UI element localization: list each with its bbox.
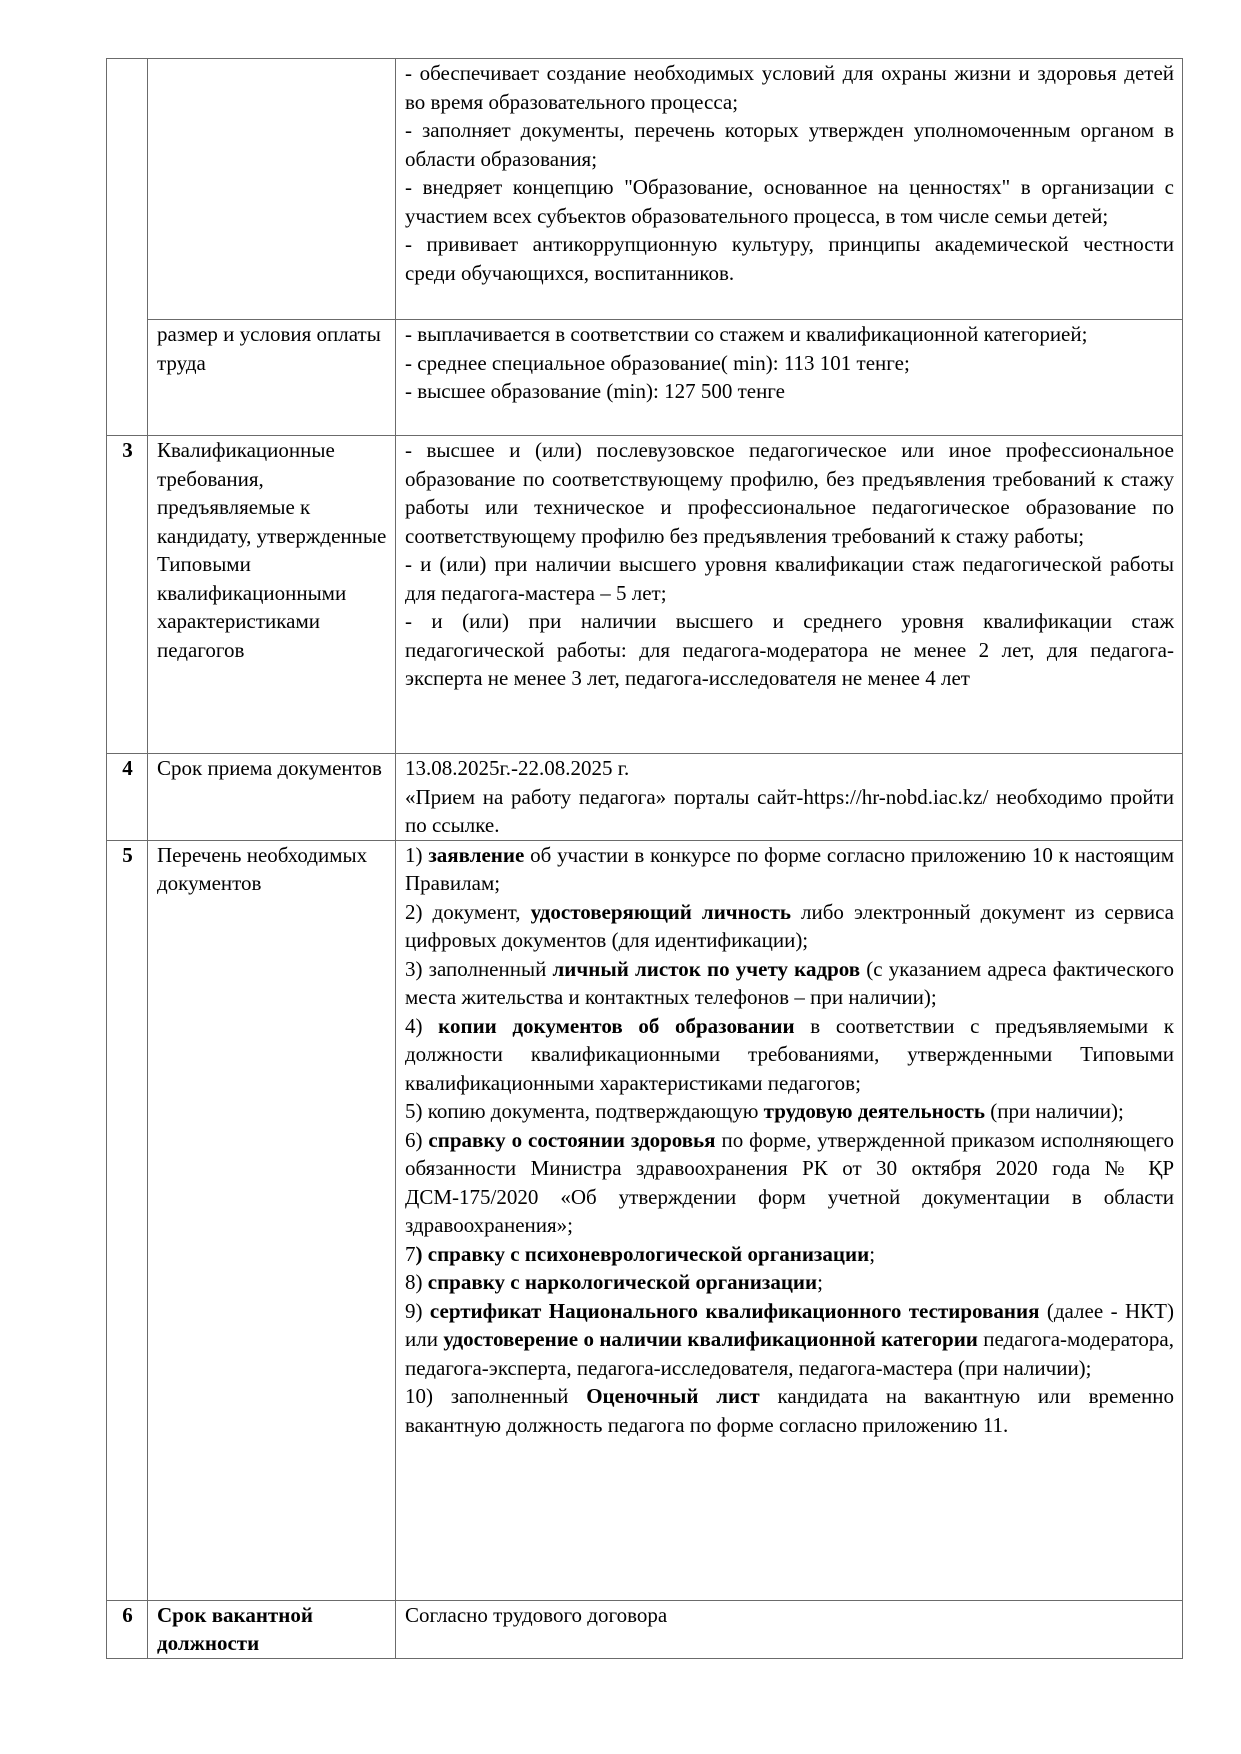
required-documents-cell [396,840,1183,1600]
submission-portal-link[interactable]: «Прием на работу педагога» порталы сайт-https://hr-nobd.iac.kz/ необходимо пройти по ссылке. [405,784,1174,837]
submission-period-cell [396,754,1183,841]
row-number: 3 [107,436,148,754]
qualification-cell [396,436,1183,754]
document-item: 2) документ, удостоверяющий личность либо электронный документ из сервиса цифровых документов (для идентификации); [405,899,1174,952]
row-number: 5 [107,840,148,1600]
table-row-submission-period [107,754,1183,841]
document-item: 10) заполненный Оценочный лист кандидата на вакантную или временно вакантную должность педагога по форме согласно приложению 11. [405,1384,1174,1437]
document-item: 5) копию документа, подтверждающую трудовую деятельность (при наличии); [405,1099,1124,1123]
document-item: 8) справку с наркологической организации; [405,1270,823,1294]
qualification-item: - и (или) при наличии высшего и среднего уровня квалификации стаж педагогической работы: для педагога-модератора не менее 2 лет, для педагога-эксперта не менее 3 лет, педагога-исследователя не менее 4 лет [405,609,1174,690]
document-item: 3) заполненный личный листок по учету кадров (с указанием адреса фактического места жительства и контактных телефонов – при наличии); [405,956,1174,1009]
document-item: 1) заявление об участии в конкурсе по форме согласно приложению 10 к настоящим Правилам; [405,842,1174,895]
salary-item: - выплачивается в соответствии со стажем и квалификационной категорией; [405,322,1088,346]
vacancy-term-label: Срок вакантной должности [148,1600,396,1658]
qualification-label: Квалификационные требования, предъявляемые к кандидату, утвержденные Типовыми квалификационными характеристиками педагогов [148,436,396,754]
row-number: 4 [107,754,148,841]
duty-item: - прививает антикоррупционную культуру, принципы академической честности среди обучающихся, воспитанников. [405,232,1174,285]
vacancy-term-value: Согласно трудового договора [396,1600,1183,1658]
document-item: 4) копии документов об образовании в соответствии с предъявляемыми к должности квалификационными требованиями, утвержденными Типовыми квалификационными характеристиками педагогов; [405,1013,1174,1095]
document-page [106,58,1182,1659]
row-label-cell [148,59,396,320]
duty-item: - внедряет концепцию "Образование, основанное на ценностях" в организации с участием всех субъектов образовательного процесса, в том числе семьи детей; [405,175,1174,228]
table-row-salary [107,320,1183,436]
duty-item: - обеспечивает создание необходимых условий для охраны жизни и здоровья детей во время образовательного процесса; [405,61,1174,114]
row-number: 6 [107,1600,148,1658]
table-row-required-documents [107,840,1183,1600]
salary-item: - высшее образование (min): 127 500 тенге [405,379,785,403]
submission-dates: 13.08.2025г.-22.08.2025 г. [405,756,630,780]
required-documents-label: Перечень необходимых документов [148,840,396,1600]
document-item: 7) справку с психоневрологической организации; [405,1241,876,1266]
document-item: 6) справку о состоянии здоровья по форме, утвержденной приказом исполняющего обязанности Министра здравоохранения РК от 30 октября 2020 года № ҚР ДСМ-175/2020 «Об утверждении форм учетной документации в области здравоохранения»; [405,1127,1174,1237]
qualification-item: - и (или) при наличии высшего уровня квалификации стаж педагогической работы для педагога-мастера – 5 лет; [405,552,1174,605]
table-row-vacancy-term [107,1600,1183,1658]
qualification-item: - высшее и (или) послевузовское педагогическое или иное профессиональное образование по соответствующему профилю, без предъявления требований к стажу работы или техническое и профессиональное педагогическое образование по соответствующему профилю без предъявления требований к стажу работы; [405,438,1174,548]
duty-item: - заполняет документы, перечень которых утвержден уполномоченным органом в области образования; [405,118,1174,171]
duties-cell [396,59,1183,320]
requirements-table [106,58,1183,1659]
document-item: 9) сертификат Национального квалификационного тестирования (далее - НКТ) или удостоверение о наличии квалификационной категории педагога-модератора, педагога-эксперта, педагога-исследователя, педагога-мастера (при наличии); [405,1298,1175,1380]
row-number-cell [107,59,148,436]
table-row-duties-continued [107,59,1183,320]
salary-item: - среднее специальное образование( min): 113 101 тенге; [405,350,910,375]
salary-label: размер и условия оплаты труда [148,320,396,436]
submission-period-label: Срок приема документов [148,754,396,841]
table-row-qualification [107,436,1183,754]
salary-cell [396,320,1183,436]
